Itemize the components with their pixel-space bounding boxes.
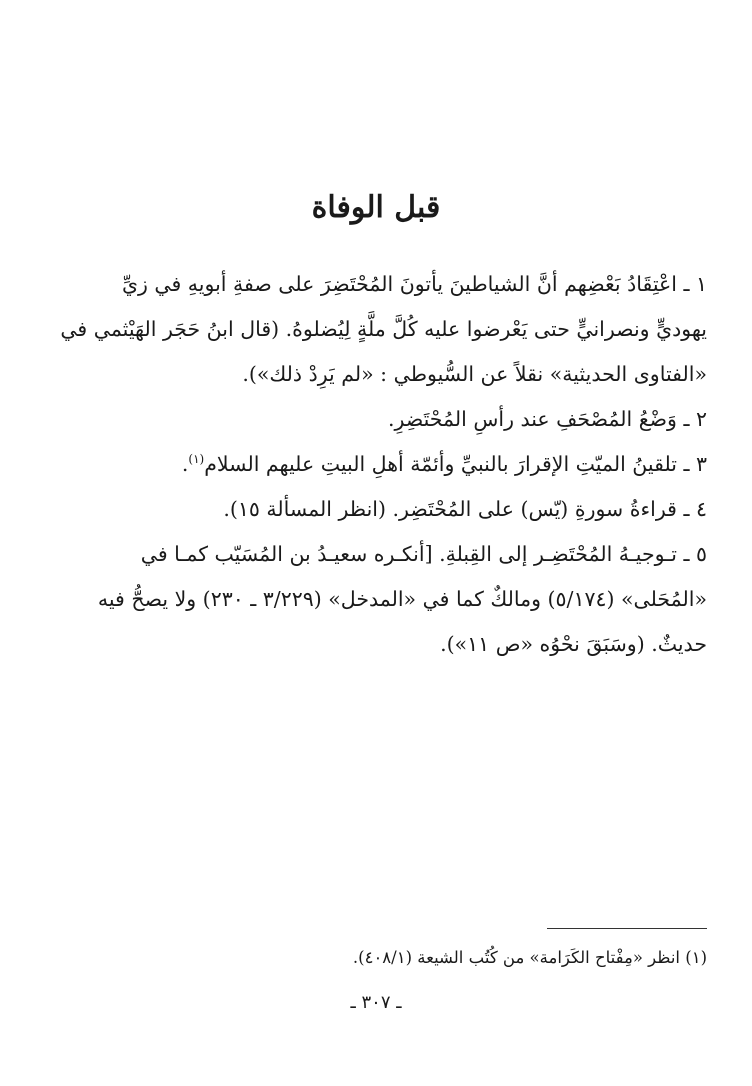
paragraph-1-line-3: «الفتاوى الحديثية» نقلاً عن السُّيوطي : «لم يَرِدْ ذلك»).	[242, 362, 707, 386]
footnote-divider	[547, 928, 707, 929]
main-text	[47, 262, 707, 667]
footnote-marker: (١)	[188, 452, 205, 467]
paragraph-2-line-1: ٢ ـ وَضْعُ المُصْحَفِ عند رأسِ المُحْتَضِرِ.	[388, 407, 707, 431]
page-number: ـ ٣٠٧ ـ	[350, 992, 402, 1013]
paragraph-5-line-1: ٥ ـ تـوجيـهُ المُحْتَضِـر إلى القِبلةِ. [أنكـره سعيـدُ بن المُسَيّب كمـا في	[140, 542, 707, 566]
footnote: (١) انظر «مِفْتاح الكَرَامة» من كُتُب الشيعة (٤٠٨/١).	[352, 948, 707, 967]
page-title: قبل الوفاة	[311, 190, 441, 225]
paragraph-2	[47, 397, 707, 442]
paragraph-1-line-1: ١ ـ اعْتِقَادُ بَعْضِهم أنَّ الشياطينَ يأتونَ المُحْتَضِرَ على صفةِ أبويهِ في زيِّ	[121, 272, 707, 296]
paragraph-5	[47, 532, 707, 667]
paragraph-3: ٣ ـ تلقينُ الميّتِ الإقرارَ بالنبيِّ وأئمّة أهلِ البيتِ عليهم السلام$^{(١)}$.	[181, 452, 707, 476]
paragraph-5-line-2: «المُحَلى» (٥/١٧٤) ومالكٌ كما في «المدخل» (٣/٢٢٩ ـ ٢٣٠) ولا يصحُّ فيه	[97, 587, 707, 611]
paragraph-3-line-1: ٣ ـ تلقينُ الميّتِ الإقرارَ بالنبيِّ وأئمّة أهلِ البيتِ عليهم السلام	[204, 452, 707, 476]
paragraph-1	[47, 262, 707, 397]
paragraph-1-line-2: يهوديٍّ ونصرانيٍّ حتى يَعْرضوا عليه كُلَّ ملَّةٍ لِيُضلوهُ. (قال ابنُ حَجَر الهَيْثمي في	[60, 317, 707, 341]
paragraph-5-line-3: حديثٌ. (وسَبَقَ نحْوُه «ص ١١»).	[440, 632, 707, 656]
paragraph-4-line-1: ٤ ـ قراءةُ سورةِ (يّس) على المُحْتَضِر. (انظر المسألة ١٥).	[223, 497, 707, 521]
paragraph-4	[47, 487, 707, 532]
